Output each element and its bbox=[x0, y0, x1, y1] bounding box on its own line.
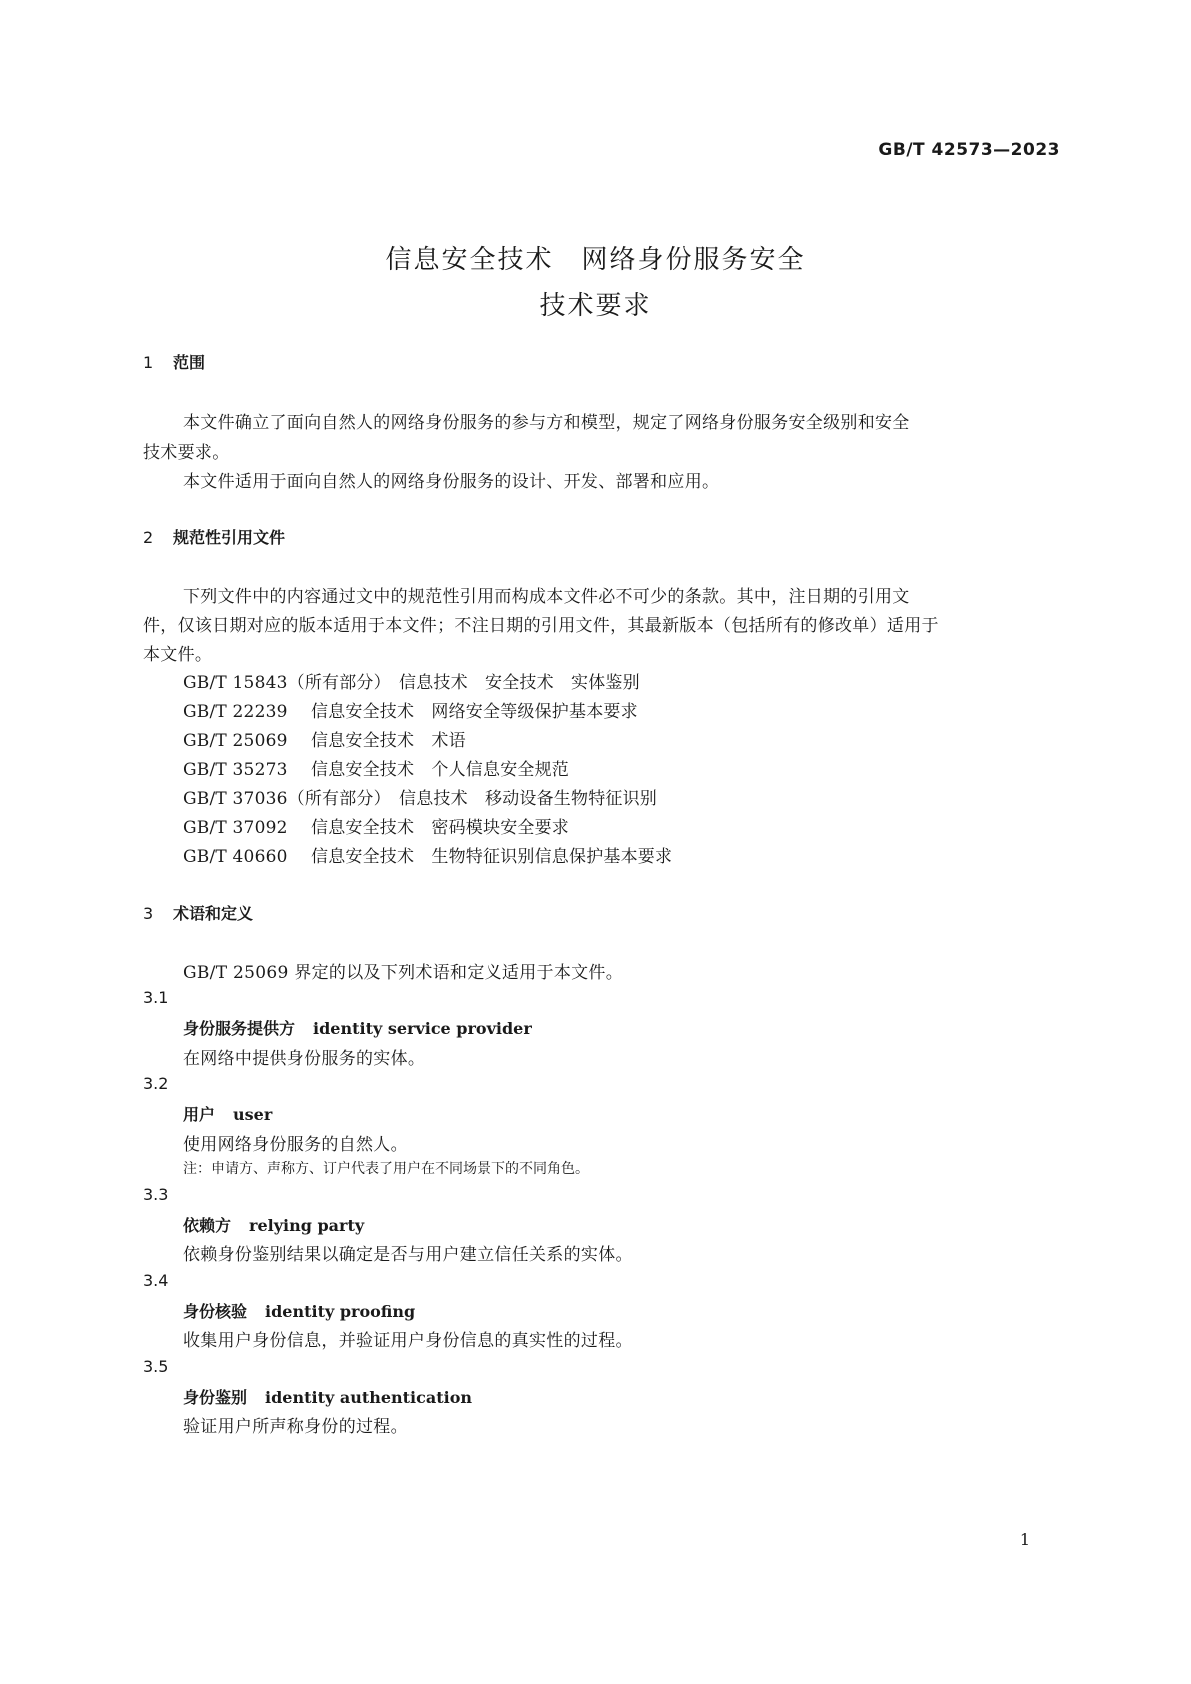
term-definition: 使用网络身份服务的自然人。 bbox=[183, 1135, 408, 1155]
term-en: identity authentication bbox=[265, 1388, 473, 1407]
term-zh: 身份服务提供方 bbox=[183, 1019, 296, 1038]
paragraph: 本文件适用于面向自然人的网络身份服务的设计、开发、部署和应用。 bbox=[183, 472, 720, 492]
section-heading-scope bbox=[143, 350, 205, 373]
term-number: 3.5 bbox=[143, 1357, 169, 1376]
reference-code: GB/T 15843（所有部分） bbox=[183, 673, 391, 693]
section-title: 规范性引用文件 bbox=[173, 528, 286, 547]
section-title: 范围 bbox=[173, 353, 206, 372]
term-number: 3.1 bbox=[143, 988, 169, 1007]
term-number: 3.4 bbox=[143, 1271, 169, 1290]
term-en: identity service provider bbox=[313, 1019, 532, 1038]
term-name bbox=[183, 1102, 272, 1125]
paragraph: 本文件确立了面向自然人的网络身份服务的参与方和模型，规定了网络身份服务安全级别和安全 bbox=[183, 413, 910, 433]
section-number: 3 bbox=[143, 904, 154, 923]
reference-code: GB/T 40660 bbox=[183, 847, 288, 867]
term-name bbox=[183, 1299, 415, 1322]
reference-title: 信息安全技术 密码模块安全要求 bbox=[311, 818, 569, 838]
term-definition: 在网络中提供身份服务的实体。 bbox=[183, 1049, 426, 1069]
reference-code: GB/T 22239 bbox=[183, 702, 288, 722]
reference-title: 信息技术 安全技术 实体鉴别 bbox=[399, 673, 640, 693]
term-en: relying party bbox=[249, 1216, 365, 1235]
page-number: 1 bbox=[1019, 1530, 1030, 1549]
reference-code: GB/T 35273 bbox=[183, 760, 288, 780]
paragraph: 下列文件中的内容通过文中的规范性引用而构成本文件必不可少的条款。其中，注日期的引用文 bbox=[183, 587, 910, 607]
term-en: user bbox=[233, 1105, 273, 1124]
section-number: 2 bbox=[143, 528, 154, 547]
reference-code: GB/T 37036（所有部分） bbox=[183, 789, 391, 809]
standard-number: GB/T 42573—2023 bbox=[878, 140, 1060, 160]
paragraph: 技术要求。 bbox=[143, 443, 230, 463]
reference-item bbox=[183, 726, 466, 751]
reference-item bbox=[183, 813, 569, 838]
document-title-line2: 技术要求 bbox=[539, 291, 652, 321]
section-heading-terms-definitions bbox=[143, 901, 253, 924]
term-zh: 用户 bbox=[183, 1105, 216, 1124]
term-number: 3.2 bbox=[143, 1074, 169, 1093]
term-definition: 验证用户所声称身份的过程。 bbox=[183, 1417, 408, 1437]
section-title: 术语和定义 bbox=[173, 904, 254, 923]
term-name bbox=[183, 1016, 532, 1039]
reference-item bbox=[183, 842, 672, 867]
section-heading-normative-references bbox=[143, 525, 285, 548]
reference-code: GB/T 25069 bbox=[183, 731, 288, 751]
paragraph: 本文件。 bbox=[143, 645, 213, 665]
reference-item bbox=[183, 755, 569, 780]
term-definition: 依赖身份鉴别结果以确定是否与用户建立信任关系的实体。 bbox=[183, 1245, 633, 1265]
reference-title: 信息安全技术 术语 bbox=[311, 731, 466, 751]
paragraph: GB/T 25069 界定的以及下列术语和定义适用于本文件。 bbox=[183, 963, 624, 983]
term-note: 注：申请方、声称方、订户代表了用户在不同场景下的不同角色。 bbox=[183, 1161, 589, 1177]
document-title: 信息安全技术 网络身份服务安全 bbox=[385, 245, 806, 275]
term-number: 3.3 bbox=[143, 1185, 169, 1204]
paragraph: 件，仅该日期对应的版本适用于本文件；不注日期的引用文件，其最新版本（包括所有的修改单）适用于 bbox=[143, 616, 939, 636]
reference-item bbox=[183, 697, 638, 722]
reference-title: 信息安全技术 生物特征识别信息保护基本要求 bbox=[311, 847, 673, 867]
reference-title: 信息安全技术 网络安全等级保护基本要求 bbox=[311, 702, 638, 722]
term-zh: 身份核验 bbox=[183, 1302, 248, 1321]
term-zh: 依赖方 bbox=[183, 1216, 232, 1235]
term-name bbox=[183, 1385, 472, 1408]
term-name bbox=[183, 1213, 364, 1236]
reference-title: 信息安全技术 个人信息安全规范 bbox=[311, 760, 569, 780]
reference-title: 信息技术 移动设备生物特征识别 bbox=[399, 789, 657, 809]
reference-item bbox=[183, 784, 657, 809]
section-number: 1 bbox=[143, 353, 154, 372]
term-en: identity proofing bbox=[265, 1302, 416, 1321]
term-zh: 身份鉴别 bbox=[183, 1388, 248, 1407]
term-definition: 收集用户身份信息，并验证用户身份信息的真实性的过程。 bbox=[183, 1331, 633, 1351]
reference-code: GB/T 37092 bbox=[183, 818, 288, 838]
reference-item bbox=[183, 668, 640, 693]
